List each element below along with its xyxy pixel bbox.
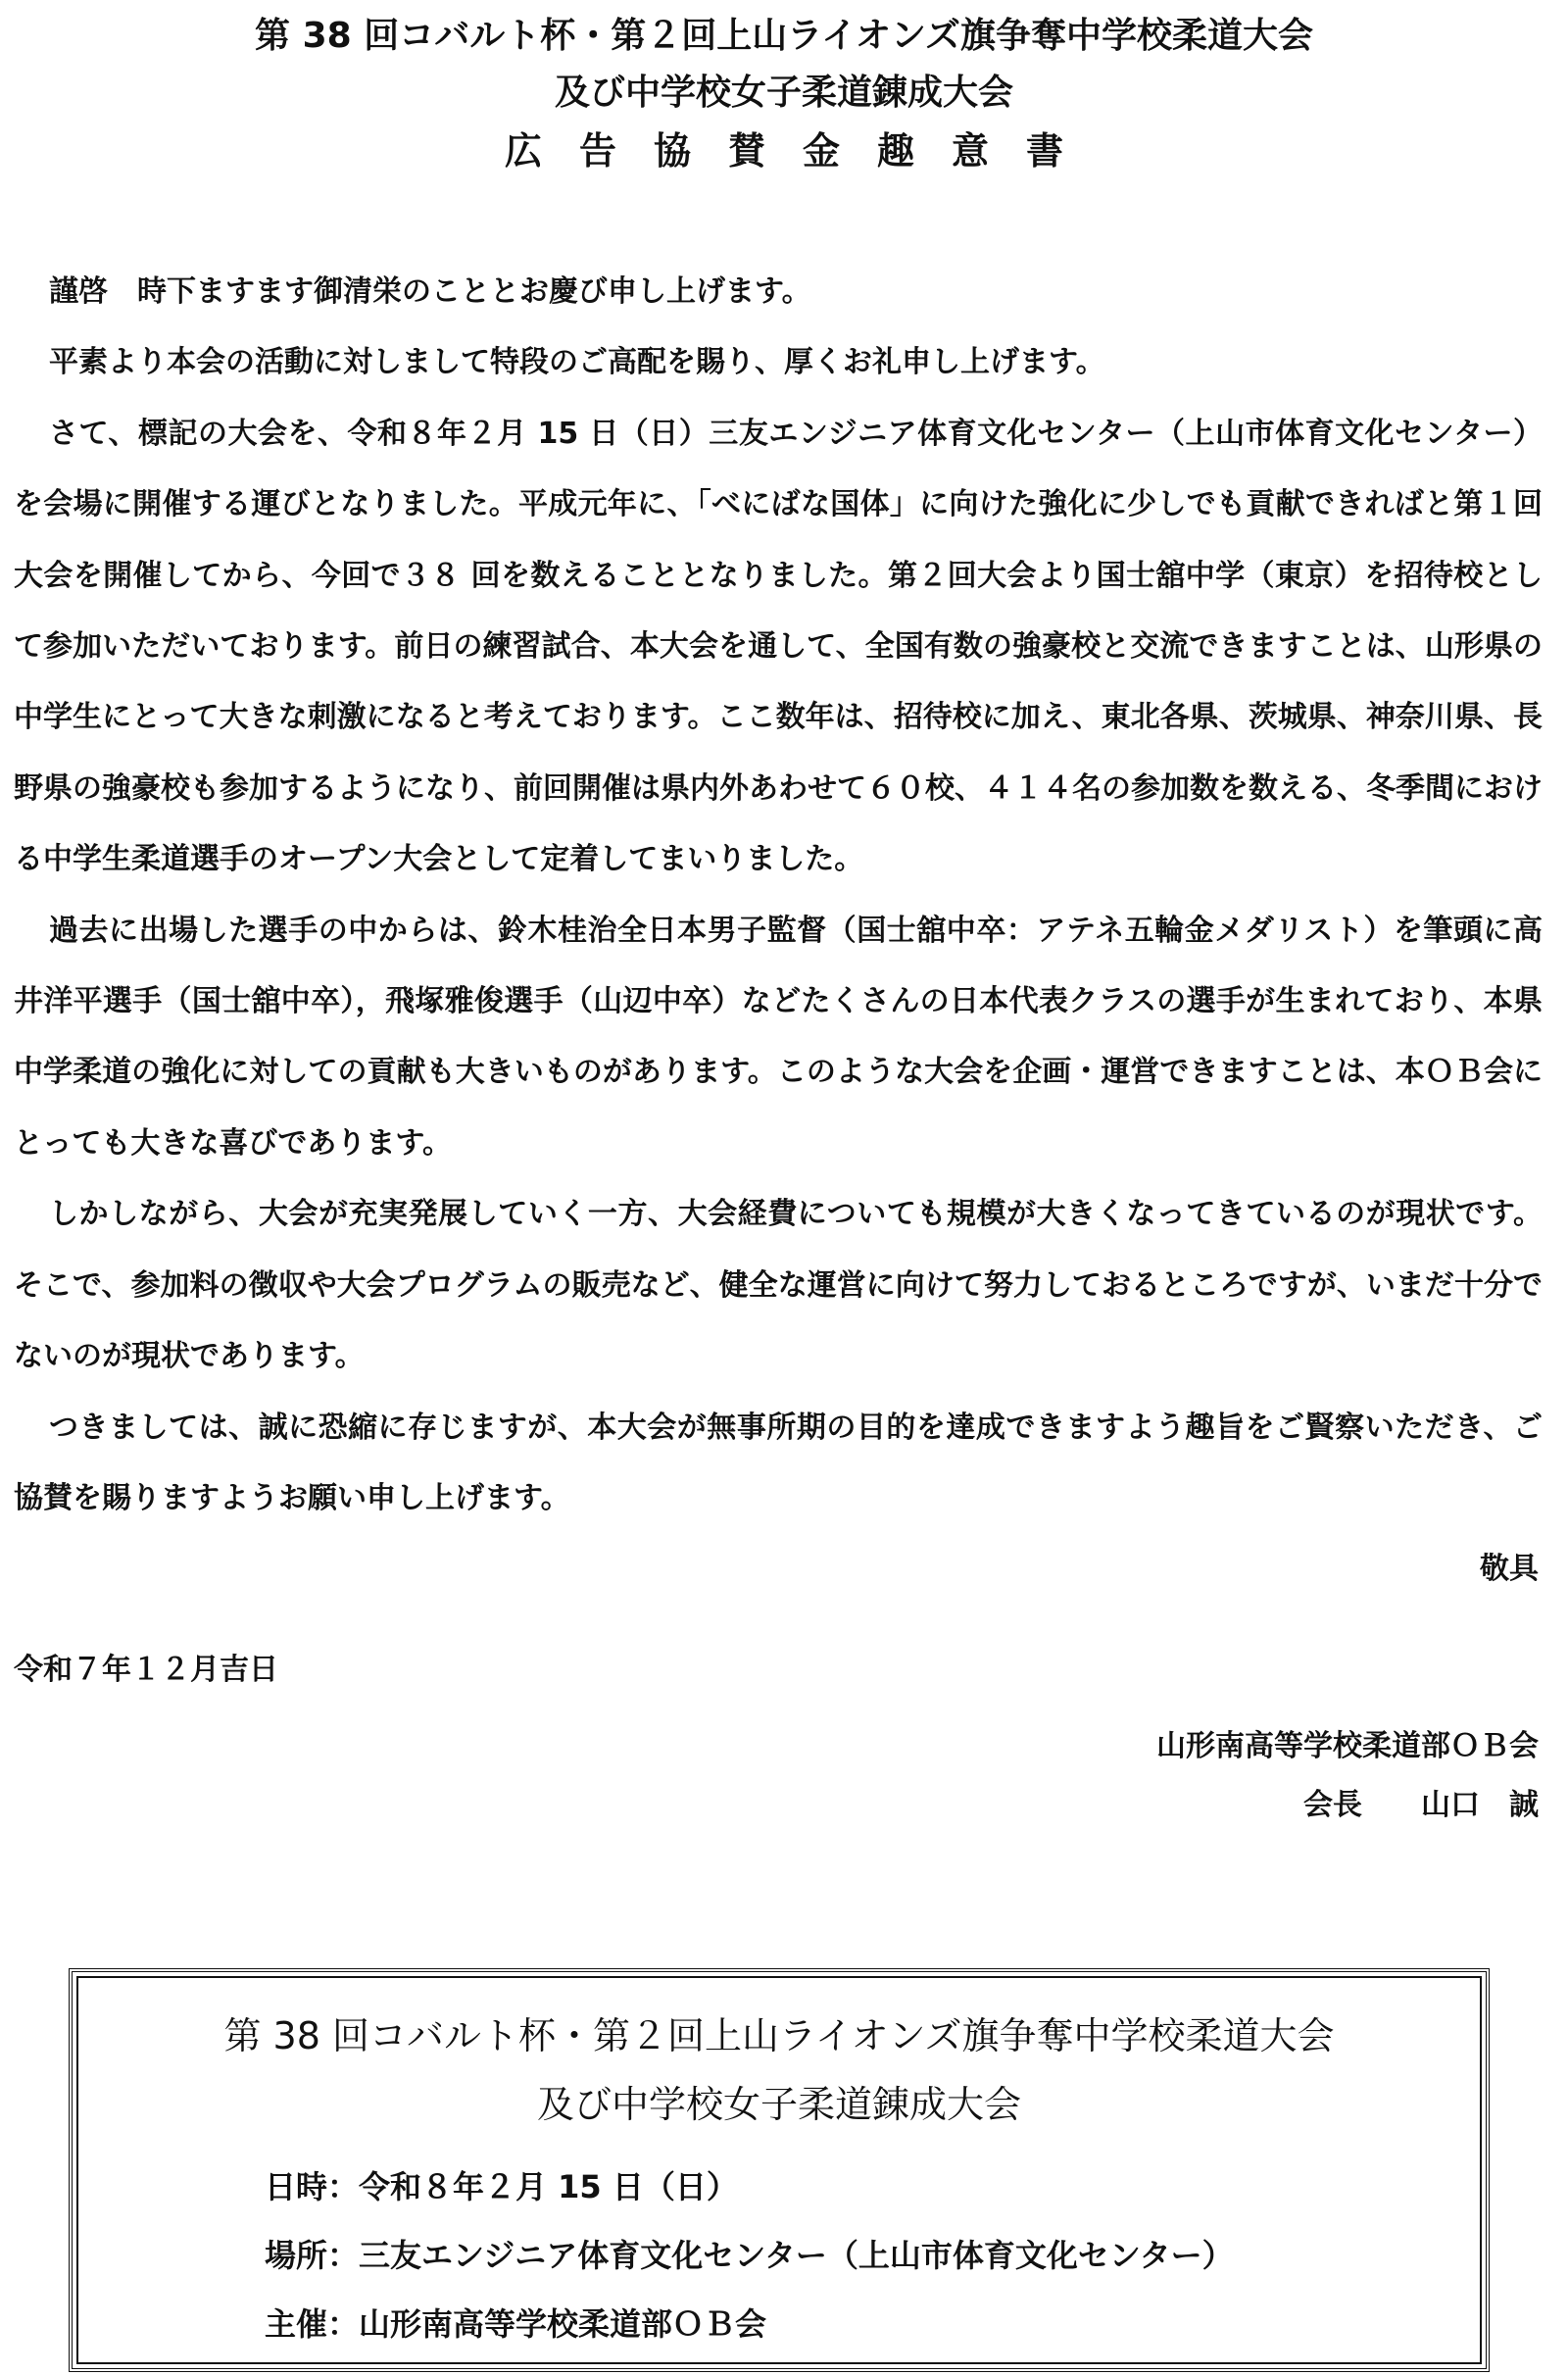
event-description-paragraph: さて、標記の大会を、令和８年２月 15 日（日）三友エンジニア体育文化センター（上山市体育文化センター）を会場に開催する運びとなりました。平成元年に、「べにばな国体」に向けた強化に少しでも貢献できればと第１回大会を開催してから、今回で３８ 回を数えることとなりました。第２回大会より国士舘中学（東京）を招待校として参加いただいております。前日の練習試合、本大会を通して、全国有数の強豪校と交流できますことは、山形県の中学生にとって大きな刺激になると考えております。ここ数年は、招待校に加え、東北各県、茨城県、神奈川県、長野県の強豪校も参加するようになり、前回開催は県内外あわせて６０校、４１４名の参加数を数える、冬季間における中学生柔道選手のオープン大会として定着してまいりました。 (14, 416, 1543, 877)
signature-organization: 山形南高等学校柔道部ＯＢ会 (1156, 1729, 1539, 1763)
summary-title-line-2: 及び中学校女子柔道錬成大会 (536, 2083, 1021, 2126)
event-title-line-2: 及び中学校女子柔道錬成大会 (554, 73, 1013, 113)
letter-body (14, 257, 1543, 1606)
summary-venue: 場所：三友エンジニア体育文化センター（上山市体育文化センター） (265, 2237, 1234, 2274)
event-title-line-1: 第 38 回コバルト杯・第２回上山ライオンズ旗争奪中学校柔道大会 (255, 16, 1313, 56)
summary-organizer: 主催：山形南高等学校柔道部ＯＢ会 (265, 2305, 767, 2343)
document-header (0, 8, 1568, 180)
signature-block (1156, 1717, 1539, 1835)
summary-datetime: 日時：令和８年２月 15 日（日） (265, 2168, 738, 2205)
thanks-paragraph: 平素より本会の活動に対しまして特段のご高配を賜り、厚くお礼申し上げます。 (49, 345, 1105, 380)
signature-chair: 会長 山口 誠 (1303, 1788, 1539, 1822)
summary-title-line-1: 第 38 回コバルト杯・第２回上山ライオンズ旗争奪中学校柔道大会 (223, 2014, 1335, 2057)
greeting-paragraph: 謹啓 時下ますます御清栄のこととお慶び申し上げます。 (49, 274, 811, 309)
summary-details (265, 2153, 1234, 2358)
funding-situation-paragraph: しかしながら、大会が充実発展していく一方、大会経費についても規模が大きくなってきているのが現状です。そこで、参加料の徴収や大会プログラムの販売など、健全な運営に向けて努力しておるところですが、いまだ十分でないのが現状であります。 (14, 1197, 1543, 1374)
alumni-achievements-paragraph: 過去に出場した選手の中からは、鈴木桂治全日本男子監督（国士舘中卒：アテネ五輪金メダリスト）を筆頭に高井洋平選手（国士舘中卒），飛塚雅俊選手（山辺中卒）などたくさんの日本代表クラスの選手が生まれており、本県中学柔道の強化に対しての貢献も大きいものがあります。このような大会を企画・運営できますことは、本ＯＢ会にとっても大きな喜びであります。 (14, 913, 1543, 1161)
closing-phrase: 敬具 (1480, 1552, 1539, 1587)
letter-date: 令和７年１２月吉日 (14, 1653, 278, 1687)
document-heading: 広告協賛金趣意書 (504, 129, 1101, 173)
request-paragraph: つきましては、誠に恐縮に存じますが、本大会が無事所期の目的を達成できますよう趣旨をご賢察いただき、ご協賛を賜りますようお願い申し上げます。 (14, 1410, 1543, 1515)
event-summary-box (69, 1968, 1490, 2372)
